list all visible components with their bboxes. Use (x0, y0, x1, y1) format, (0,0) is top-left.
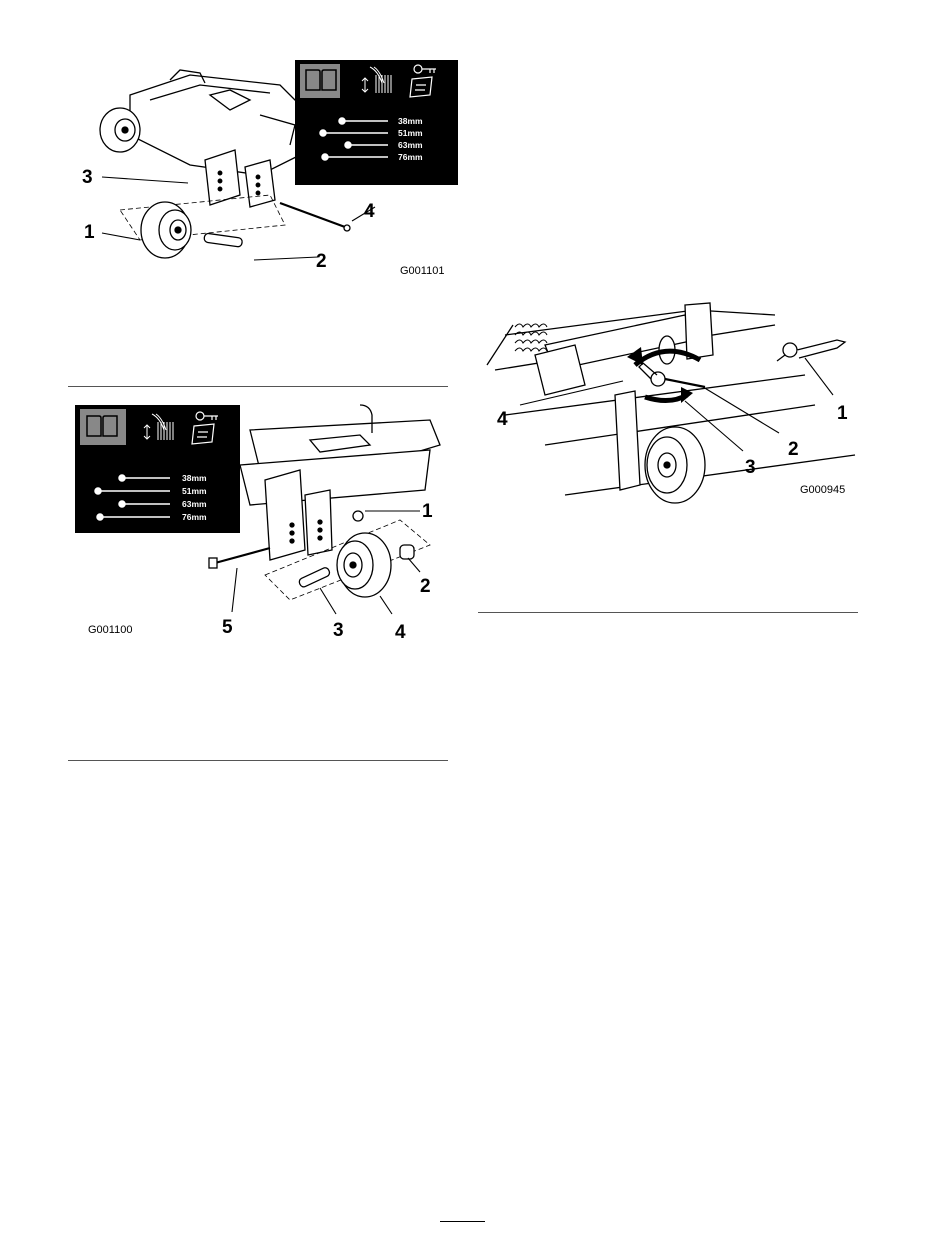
figure-g001101 (70, 55, 460, 295)
callout-3: 3 (745, 457, 756, 478)
decal-height-3: 63mm (182, 499, 207, 509)
callout-2: 2 (788, 439, 799, 460)
height-of-cut-decal (295, 60, 458, 185)
callout-1: 1 (84, 222, 95, 243)
decal-height-4: 76mm (182, 512, 207, 522)
callout-1: 1 (422, 501, 433, 522)
callout-2: 2 (420, 576, 431, 597)
height-of-cut-decal (75, 405, 240, 533)
divider-2 (68, 760, 448, 761)
callout-3: 3 (82, 167, 93, 188)
divider-3 (478, 612, 858, 613)
decal-height-3: 63mm (398, 140, 423, 150)
callout-5: 5 (222, 617, 233, 638)
callout-4: 4 (364, 201, 375, 222)
decal-height-1: 38mm (182, 473, 207, 483)
decal-height-4: 76mm (398, 152, 423, 162)
callout-4: 4 (497, 409, 508, 430)
divider-1 (68, 386, 448, 387)
callout-2: 2 (316, 251, 327, 272)
callout-1: 1 (837, 403, 848, 424)
decal-height-1: 38mm (398, 116, 423, 126)
figure-g001100 (70, 400, 460, 650)
callout-4: 4 (395, 622, 406, 643)
decal-height-2: 51mm (398, 128, 423, 138)
figure-code: G000945 (800, 484, 846, 496)
decal-height-2: 51mm (182, 486, 207, 496)
callout-3: 3 (333, 620, 344, 641)
figure-code: G001101 (400, 265, 445, 277)
figure-g000945 (475, 295, 865, 510)
page-number-rule (440, 1221, 485, 1222)
figure-code: G001100 (88, 624, 133, 636)
caster-bracket-illustration (209, 405, 440, 600)
caster-pin-illustration (487, 303, 855, 503)
